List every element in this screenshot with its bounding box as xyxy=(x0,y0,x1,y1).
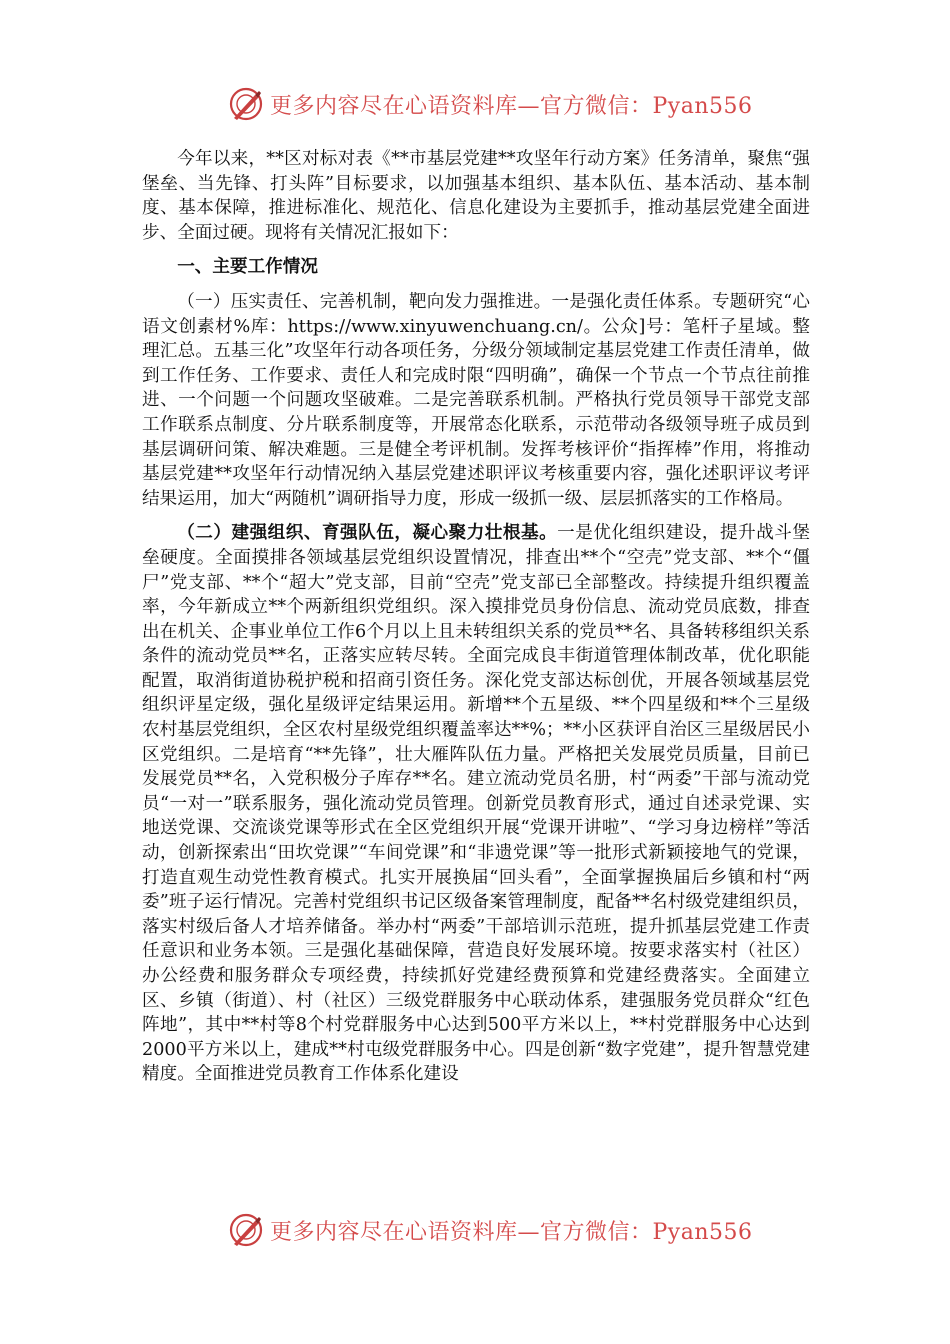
header-banner xyxy=(228,82,753,126)
header-banner-text: 更多内容尽在心语资料库—官方微信：Pyan556 xyxy=(270,93,753,119)
pen-logo-icon xyxy=(228,86,264,122)
footer-banner-text: 更多内容尽在心语资料库—官方微信：Pyan556 xyxy=(270,1219,753,1245)
pen-logo-icon xyxy=(228,1212,264,1248)
paragraph-responsibility: （一）压实责任、完善机制，靶向发力强推进。一是强化责任体系。专题研究“心语文创素材%库：https://www.xinyuwenchuang.cn/。公众]号：笔杆子星域。整理汇总。五基三化”攻坚年行动各项任务，分级分领域制定基层党建工作责任清单，做到工作任务、工作要求、责任人和完成时限“四明确”，确保一个节点一个节点往前推进、一个问题一个问题攻坚破难。二是完善联系机制。严格执行党员领导干部党支部工作联系点制度、分片联系制度等，开展常态化联系，示范带动各级领导班子成员到基层调研问策、解决难题。三是健全考评机制。发挥考核评价“指挥棒”作用，将推动基层党建**攻坚年行动情况纳入基层党建述职评议考核重要内容，强化述职评议考评结果运用，加大“两随机”调研指导力度，形成一级抓一级、层层抓落实的工作格局。 xyxy=(142,291,810,509)
document-body xyxy=(142,147,810,1087)
footer-banner xyxy=(228,1208,753,1252)
paragraph-organization xyxy=(142,521,810,1087)
intro-paragraph: 今年以来，**区对标对表《**市基层党建**攻坚年行动方案》任务清单，聚焦“强堡垒、当先锋、打头阵”目标要求，以加强基本组织、基本队伍、基本活动、基本制度、基本保障，推进标准化、规范化、信息化建设为主要抓手，推动基层党建全面进步、全面过硬。现将有关情况汇报如下： xyxy=(142,149,810,243)
paragraph-organization-text: 一是优化组织建设，提升战斗堡垒硬度。全面摸排各领域基层党组织设置情况，排查出**个“空壳”党支部、**个“僵尸”党支部、**个“超大”党支部，目前“空壳”党支部已全部整改。持续提升组织覆盖率，今年新成立**个两新组织党组织。深入摸排党员身份信息、流动党员底数，排查出在机关、企事业单位工作6个月以上且未转组织关系的党员**名、具备转移组织关系条件的流动党员**名，正落实应转尽转。全面完成良丰街道管理体制改革，优化职能配置，取消街道协税护税和招商引资任务。深化党支部达标创优，开展各领域基层党组织评星定级，强化星级评定结果运用。新增**个五星级、**个四星级和**个三星级农村基层党组织，全区农村星级党组织覆盖率达**%；**小区获评自治区三星级居民小区党组织。二是培育“**先锋”，壮大雁阵队伍力量。严格把关发展党员质量，目前已发展党员**名，入党积极分子库存**名。建立流动党员名册，村“两委”干部与流动党员“一对一”联系服务，强化流动党员管理。创新党员教育形式，通过自述录党课、实地送党课、交流谈党课等形式在全区党组织开展“党课开讲啦”、“学习身边榜样”等活动，创新探索出“田坎党课”“车间党课”和“非遗党课”等一批形式新颖接地气的党课，打造直观生动党性教育模式。扎实开展换届“回头看”，全面掌握换届后乡镇和村“两委”班子运行情况。完善村党组织书记区级备案管理制度，配备**名村级党建组织员，落实村级后备人才培养储备。举办村“两委”干部培训示范班，提升抓基层党建工作责任意识和业务本领。三是强化基础保障，营造良好发展环境。按要求落实村（社区）办公经费和服务群众专项经费，持续抓好党建经费预算和党建经费落实。全面建立区、乡镇（街道）、村（社区）三级党群服务中心联动体系，建强服务党员群众“红色阵地”，其中**村等8个村党群服务中心达到500平方米以上，**村党群服务中心达到2000平方米以上，建成**村屯级党群服务中心。四是创新“数字党建”，提升智慧党建精度。全面推进党员教育工作体系化建设 xyxy=(142,523,810,1085)
section-heading-main-work: 一、主要工作情况 xyxy=(177,256,318,278)
paragraph-organization-title: （二）建强组织、育强队伍，凝心聚力壮根基。 xyxy=(177,522,558,544)
